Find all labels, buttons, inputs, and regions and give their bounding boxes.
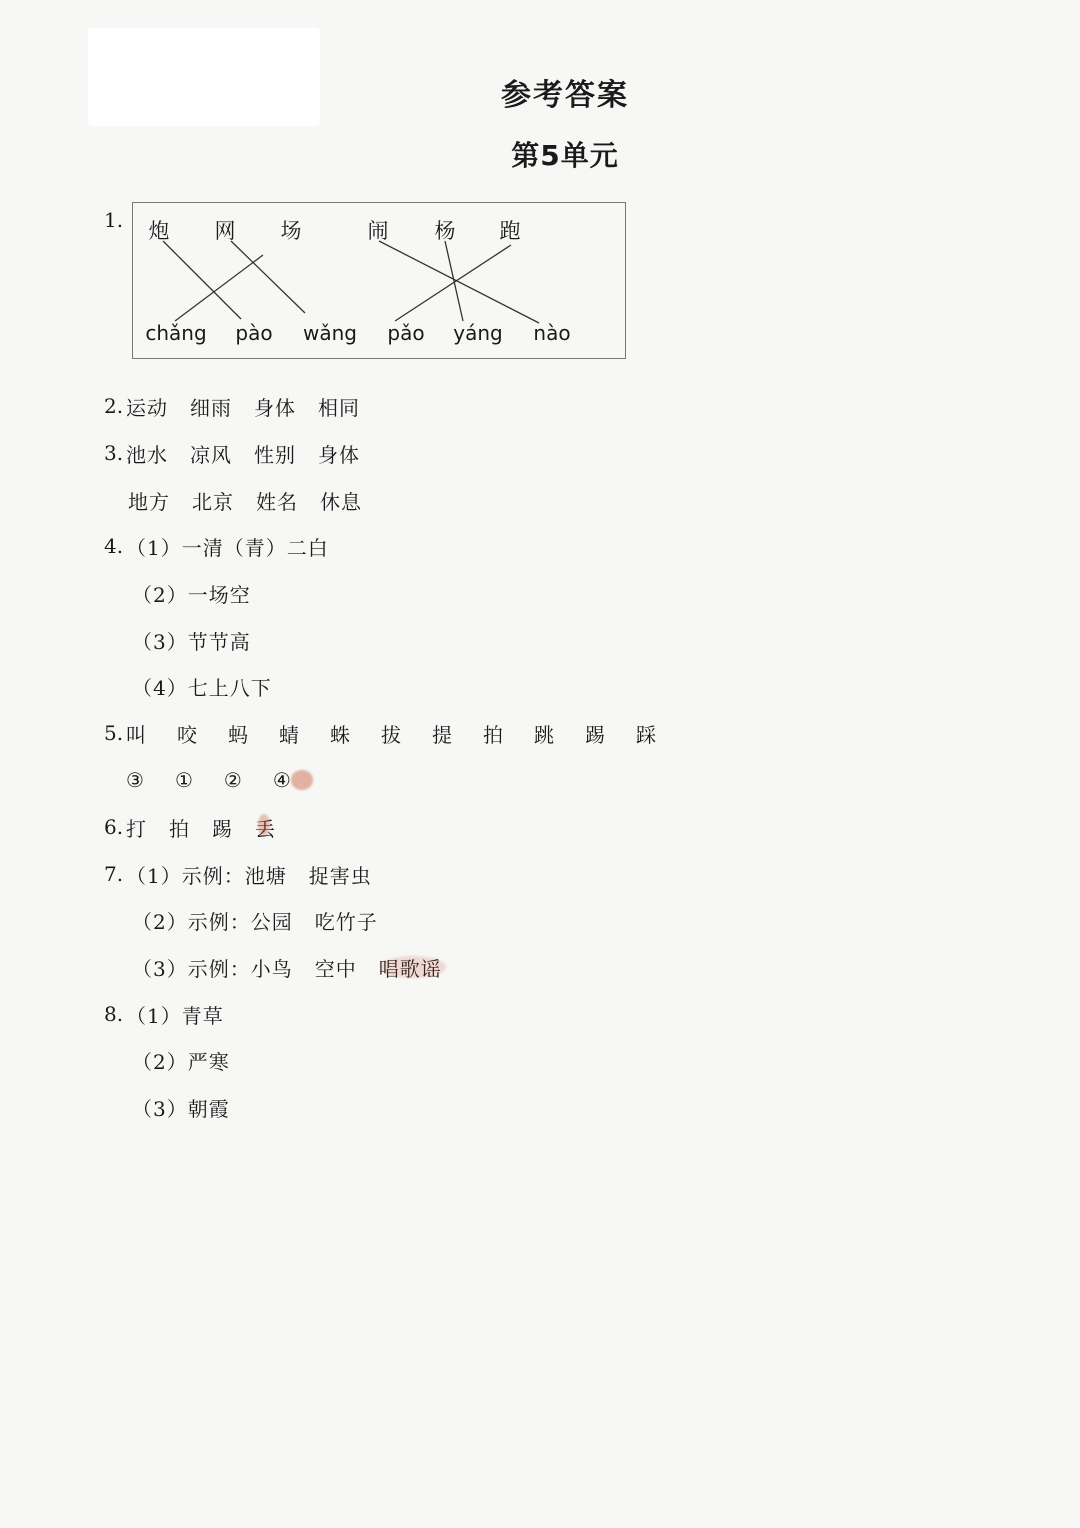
- q5-mark: ③: [126, 768, 145, 792]
- q5-char: 蜻: [279, 722, 300, 747]
- match-line-yang: [445, 241, 463, 321]
- q4-item: （4）七上八下: [132, 675, 272, 700]
- unit-title: 第5单元: [511, 139, 619, 172]
- q2-word: 细雨: [190, 395, 232, 420]
- match-line-nao: [379, 241, 539, 323]
- q6-word: 踢: [212, 816, 233, 841]
- q7-prefix: （2）示例：: [132, 909, 251, 934]
- q5-char: 蛛: [330, 722, 351, 747]
- hanzi-5: 跑: [499, 219, 521, 243]
- q3-word: 地方: [128, 489, 170, 514]
- q7-number: 7.: [104, 862, 124, 886]
- q5-char: 蚂: [228, 722, 249, 747]
- q6-number: 6.: [104, 815, 124, 839]
- ink-smudge: [291, 770, 313, 790]
- pinyin-3: pǎo: [387, 321, 425, 345]
- q7-answer: 空中: [314, 956, 357, 981]
- q8-item: （2）严寒: [132, 1049, 230, 1074]
- q4-number: 4.: [104, 534, 124, 558]
- q8-row-2: [132, 1045, 230, 1075]
- q5-mark: ④: [272, 768, 292, 792]
- q3-number: 3.: [104, 441, 124, 465]
- q6-word: 丢: [255, 816, 276, 841]
- ink-smudge: [380, 956, 446, 978]
- hanzi-1: 网: [214, 219, 236, 243]
- q6-word: 打: [126, 816, 147, 841]
- q4-row-4: [132, 671, 272, 701]
- ink-smudge: [258, 814, 270, 836]
- q8-item: （1）青草: [126, 1003, 224, 1028]
- q4-item: （2）一场空: [132, 582, 251, 607]
- match-line-wang: [231, 241, 305, 313]
- q5-char: 咬: [177, 722, 198, 747]
- q7-answer: 吃竹子: [314, 909, 378, 934]
- q5-char: 跳: [534, 722, 555, 747]
- q5-row-1: [104, 718, 687, 748]
- q8-row-1: [104, 999, 224, 1029]
- page-title: 参考答案: [501, 78, 629, 113]
- q3-row-2: [128, 485, 384, 515]
- q3-word: 身体: [318, 442, 360, 467]
- q5-number: 5.: [104, 721, 124, 745]
- pinyin-5: nào: [533, 321, 571, 345]
- q2-number: 2.: [104, 394, 124, 418]
- q3-word: 休息: [320, 489, 362, 514]
- q4-item: （1）一清（青）二白: [126, 535, 329, 560]
- q1-matching-box: [132, 202, 626, 359]
- q7-row-1: [104, 859, 394, 889]
- hanzi-2: 场: [280, 219, 302, 243]
- q5-char: 叫: [126, 722, 147, 747]
- q3-word: 性别: [254, 442, 296, 467]
- q3-word: 凉风: [190, 442, 232, 467]
- pinyin-1: pào: [235, 321, 273, 345]
- q3-word: 姓名: [256, 489, 298, 514]
- q2-word: 运动: [126, 395, 168, 420]
- hanzi-4: 杨: [434, 219, 456, 243]
- q3-word: 池水: [126, 442, 168, 467]
- q4-row-3: [132, 625, 251, 655]
- q4-item: （3）节节高: [132, 629, 251, 654]
- q7-answer: 小鸟: [250, 956, 293, 981]
- hanzi-0: 炮: [148, 219, 170, 243]
- q5-char: 踢: [585, 722, 606, 747]
- q2-word: 身体: [254, 395, 296, 420]
- q7-answer: 捉害虫: [308, 863, 372, 888]
- hanzi-3: 闹: [367, 219, 389, 243]
- q1-number: 1.: [104, 208, 124, 232]
- q7-answer: 池塘: [244, 863, 287, 888]
- q2-row: [104, 391, 382, 421]
- q8-item: （3）朝霞: [132, 1096, 230, 1121]
- q7-answer: 公园: [250, 909, 293, 934]
- q8-number: 8.: [104, 1002, 124, 1026]
- q5-mark: ②: [223, 768, 243, 792]
- q7-row-2: [132, 905, 400, 935]
- q3-row-1: [104, 438, 382, 468]
- q8-row-3: [132, 1092, 230, 1122]
- pinyin-4: yáng: [453, 321, 503, 345]
- q7-prefix: （3）示例：: [132, 956, 251, 981]
- q5-char: 拍: [483, 722, 504, 747]
- q3-word: 北京: [192, 489, 234, 514]
- q5-char: 拔: [381, 722, 402, 747]
- pinyin-0: chǎng: [145, 321, 207, 345]
- q5-char: 踩: [636, 722, 657, 747]
- q7-prefix: （1）示例：: [126, 863, 245, 888]
- q5-char: 提: [432, 722, 453, 747]
- q5-mark: ①: [174, 768, 194, 792]
- q6-word: 拍: [169, 816, 190, 841]
- q4-row-2: [132, 578, 251, 608]
- q4-row-1: [104, 531, 329, 561]
- match-line-pao2: [395, 245, 511, 321]
- q7-answer: 唱歌谣: [378, 956, 442, 981]
- q2-word: 相同: [318, 395, 360, 420]
- match-line-chang: [175, 255, 263, 321]
- pinyin-2: wǎng: [303, 321, 357, 345]
